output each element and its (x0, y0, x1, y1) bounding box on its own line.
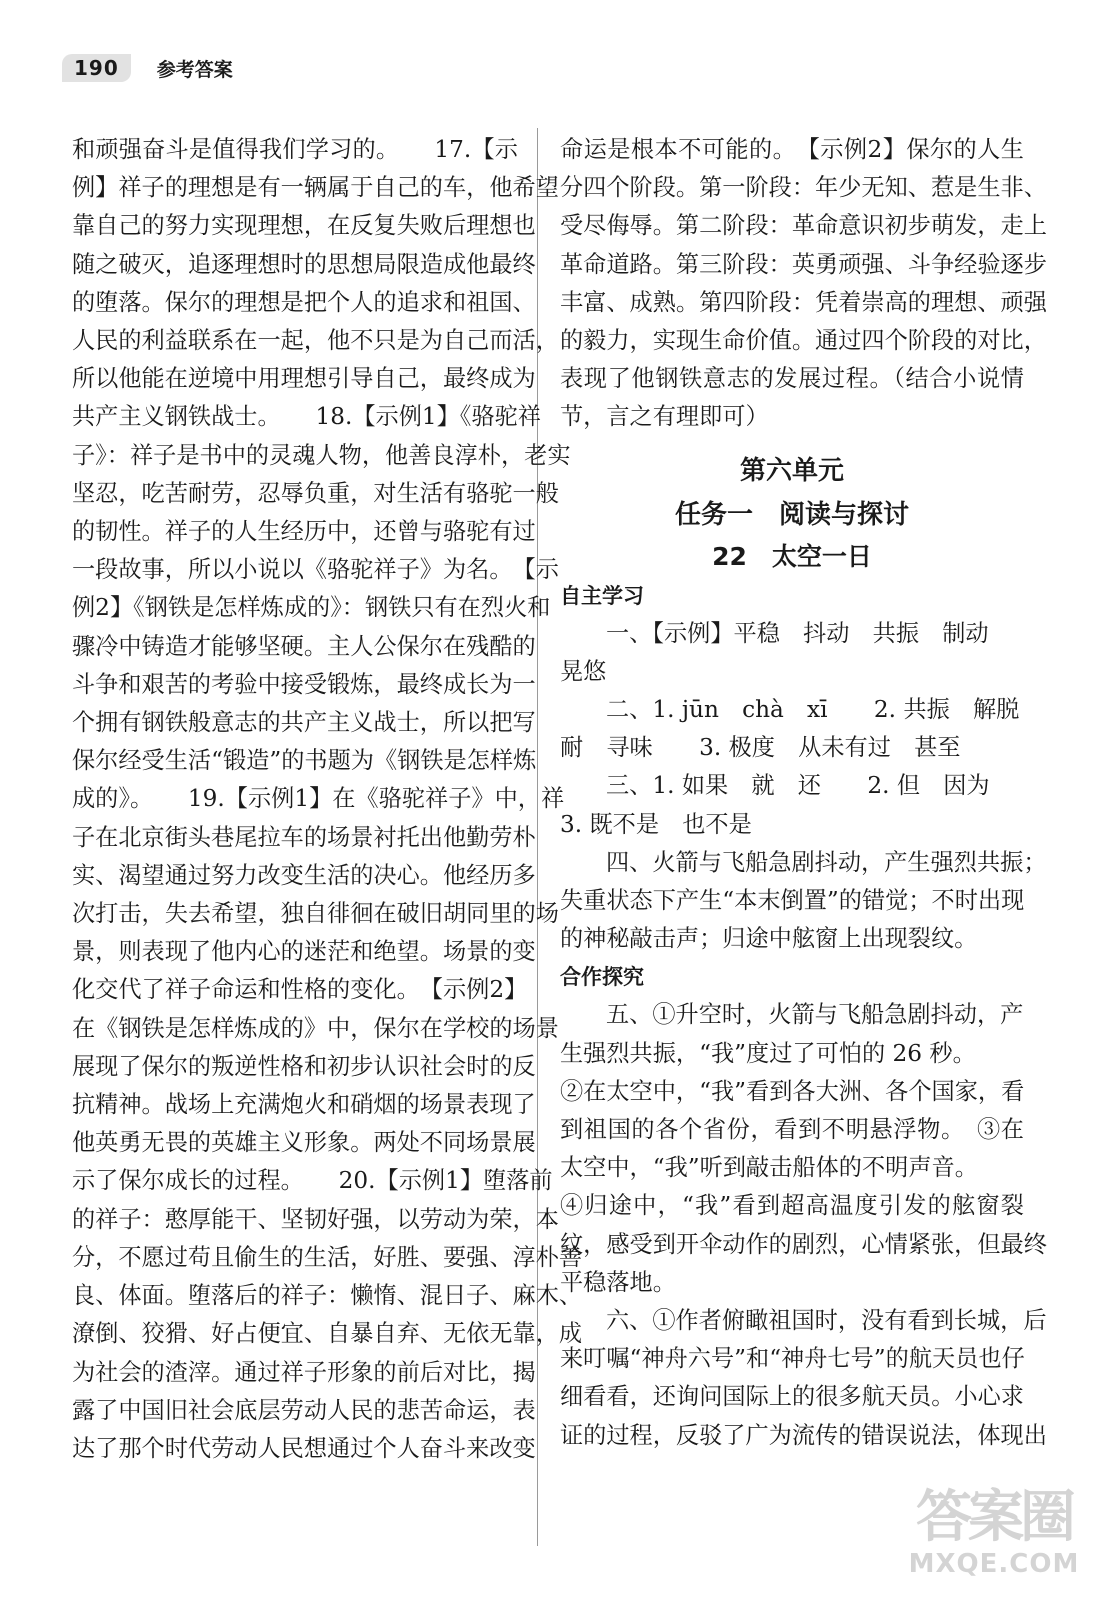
text-line: 四、火箭与飞船急剧抖动，产生强烈共振； (606, 848, 1047, 876)
text-line: 靠自己的努力实现理想，在反复失败后理想也 (72, 212, 536, 240)
text-line: 示了保尔成长的过程。 20.【示例1】堕落前 (72, 1167, 553, 1195)
text-line: 露了中国旧社会底层劳动人民的悲苦命运，表 (72, 1396, 536, 1424)
text-line: 抗精神。战场上充满炮火和硝烟的场景表现了 (72, 1091, 536, 1119)
text-line: 随之破灭，追逐理想时的思想局限造成他最终 (72, 250, 536, 278)
text-line: 的神秘敲击声；归途中舷窗上出现裂纹。 (560, 925, 978, 953)
left-column (72, 131, 583, 1468)
text-line: 例】祥子的理想是有一辆属于自己的车，他希望 (72, 174, 559, 202)
text-line: 的祥子：憨厚能干、坚韧好强，以劳动为荣，本 (72, 1205, 559, 1233)
text-line: 子在北京街头巷尾拉车的场景衬托出他勤劳朴 (72, 823, 536, 851)
text-line: 耐 寻味 3. 极度 从未有过 甚至 (560, 734, 961, 762)
text-line: 潦倒、狡猾、好占便宜、自暴自弃、无依无靠，成 (72, 1320, 583, 1348)
text-line: 分四个阶段。第一阶段：年少无知、惹是生非、 (560, 174, 1047, 202)
right-column (560, 131, 1047, 1455)
text-line: 保尔经受生活“锻造”的书题为《钢铁是怎样炼 (72, 747, 537, 775)
text-line: 的堕落。保尔的理想是把个人的追求和祖国、 (72, 288, 536, 316)
text-line: 成的》。 19.【示例1】在《骆驼祥子》中，祥 (72, 785, 565, 813)
text-line: 坚忍，吃苦耐劳，忍辱负重，对生活有骆驼一般 (72, 479, 559, 507)
text-line: 展现了保尔的叛逆性格和初步认识社会时的反 (72, 1052, 536, 1080)
page-number: 190 (62, 54, 131, 82)
text-line: 次打击，失去希望，独自徘徊在破旧胡同里的场 (72, 900, 559, 928)
task-title: 任务一 阅读与探讨 (674, 499, 909, 530)
watermark-url: MXQE.COM (908, 1549, 1080, 1579)
text-line: 一、【示例】平稳 抖动 共振 制动 (606, 619, 989, 647)
text-line: 生强烈共振，“我”度过了可怕的 26 秒。 (560, 1039, 976, 1067)
text-line: 和顽强奋斗是值得我们学习的。 17.【示 (72, 136, 518, 163)
text-line: 的韧性。祥子的人生经历中，还曾与骆驼有过 (72, 518, 536, 546)
text-line: 景，则表现了他内心的迷茫和绝望。场景的变 (72, 938, 536, 966)
text-line: 太空中，“我”听到敲击船体的不明声音。 (560, 1154, 978, 1182)
section-heading: 自主学习 (560, 583, 644, 608)
text-line: 为社会的渣滓。通过祥子形象的前后对比，揭 (72, 1358, 536, 1386)
lesson-title: 22 太空一日 (712, 541, 872, 571)
text-line: 纹，感受到开伞动作的剧烈，心情紧张，但最终 (560, 1230, 1047, 1258)
text-line: 节，言之有理即可） (560, 403, 769, 431)
text-line: 人民的利益联系在一起，他不只是为自己而活， (72, 327, 559, 355)
text-line: 二、1. jūn chà xī 2. 共振 解脱 (606, 696, 1020, 724)
text-line: 斗争和艰苦的考验中接受锻炼，最终成长为一 (72, 670, 536, 698)
text-line: 良、体面。堕落后的祥子：懒惰、混日子、麻木、 (72, 1282, 583, 1310)
text-line: 共产主义钢铁战士。 18.【示例1】《骆驼祥 (72, 403, 541, 431)
text-line: 分，不愿过苟且偷生的生活，好胜、要强、淳朴善 (72, 1243, 583, 1271)
text-line: 革命道路。第三阶段：英勇顽强、斗争经验逐步 (560, 250, 1047, 278)
text-line: 个拥有钢铁般意志的共产主义战士，所以把写 (72, 709, 536, 737)
text-line: 所以他能在逆境中用理想引导自己，最终成为 (72, 365, 536, 393)
text-line: 达了那个时代劳动人民想通过个人奋斗来改变 (72, 1434, 536, 1462)
text-line: 在《钢铁是怎样炼成的》中，保尔在学校的场景 (72, 1014, 559, 1042)
text-line: 的毅力，实现生命价值。通过四个阶段的对比， (560, 327, 1047, 355)
text-line: 到祖国的各个省份，看到不明悬浮物。 ③在 (560, 1116, 1024, 1144)
header-title: 参考答案 (156, 58, 233, 81)
text-line: 子》：祥子是书中的灵魂人物，他善良淳朴，老实 (72, 441, 571, 469)
watermark-logo-text: 答案圈 (916, 1485, 1072, 1550)
text-line: 三、1. 如果 就 还 2. 但 因为 (606, 772, 990, 800)
text-line: 受尽侮辱。第二阶段：革命意识初步萌发，走上 (560, 212, 1047, 240)
section-heading: 合作探究 (560, 965, 644, 990)
text-line: 3. 既不是 也不是 (560, 810, 752, 838)
text-line: 平稳落地。 (560, 1268, 676, 1296)
text-line: 实、渴望通过努力改变生活的决心。他经历多 (72, 861, 536, 889)
text-line: 六、①作者俯瞰祖国时，没有看到长城，后 (606, 1307, 1047, 1335)
text-line: 丰富、成熟。第四阶段：凭着崇高的理想、顽强 (560, 288, 1047, 316)
text-line: ②在太空中，“我”看到各大洲、各个国家，看 (560, 1077, 1025, 1105)
text-line: 一段故事，所以小说以《骆驼祥子》为名。 【示 (72, 556, 559, 584)
text-line: 骤冷中铸造才能够坚硬。主人公保尔在残酷的 (72, 632, 536, 660)
text-line: 他英勇无畏的英雄主义形象。两处不同场景展 (72, 1129, 536, 1157)
watermark-logo (896, 1485, 1092, 1596)
text-line: 晃悠 (560, 657, 607, 685)
page-header (62, 54, 233, 82)
text-line: 证的过程，反驳了广为流传的错误说法，体现出 (560, 1421, 1047, 1449)
text-line: 命运是根本不可能的。 【示例2】保尔的人生 (560, 136, 1024, 163)
text-line: ④归途中，“我”看到超高温度引发的舷窗裂 (560, 1192, 1024, 1220)
text-line: 细看看，还询问国际上的很多航天员。小心求 (560, 1383, 1024, 1411)
text-line: 来叮嘱“神舟六号”和“神舟七号”的航天员也仔 (560, 1345, 1025, 1373)
text-line: 例2】《钢铁是怎样炼成的》：钢铁只有在烈火和 (72, 594, 551, 622)
unit-title: 第六单元 (739, 455, 844, 486)
text-line: 化交代了祥子命运和性格的变化。 【示例2】 (72, 976, 528, 1004)
text-line: 表现了他钢铁意志的发展过程。（结合小说情 (560, 365, 1024, 393)
text-line: 五、①升空时，火箭与飞船急剧抖动，产 (606, 1001, 1024, 1029)
text-line: 失重状态下产生“本末倒置”的错觉；不时出现 (560, 887, 1025, 915)
